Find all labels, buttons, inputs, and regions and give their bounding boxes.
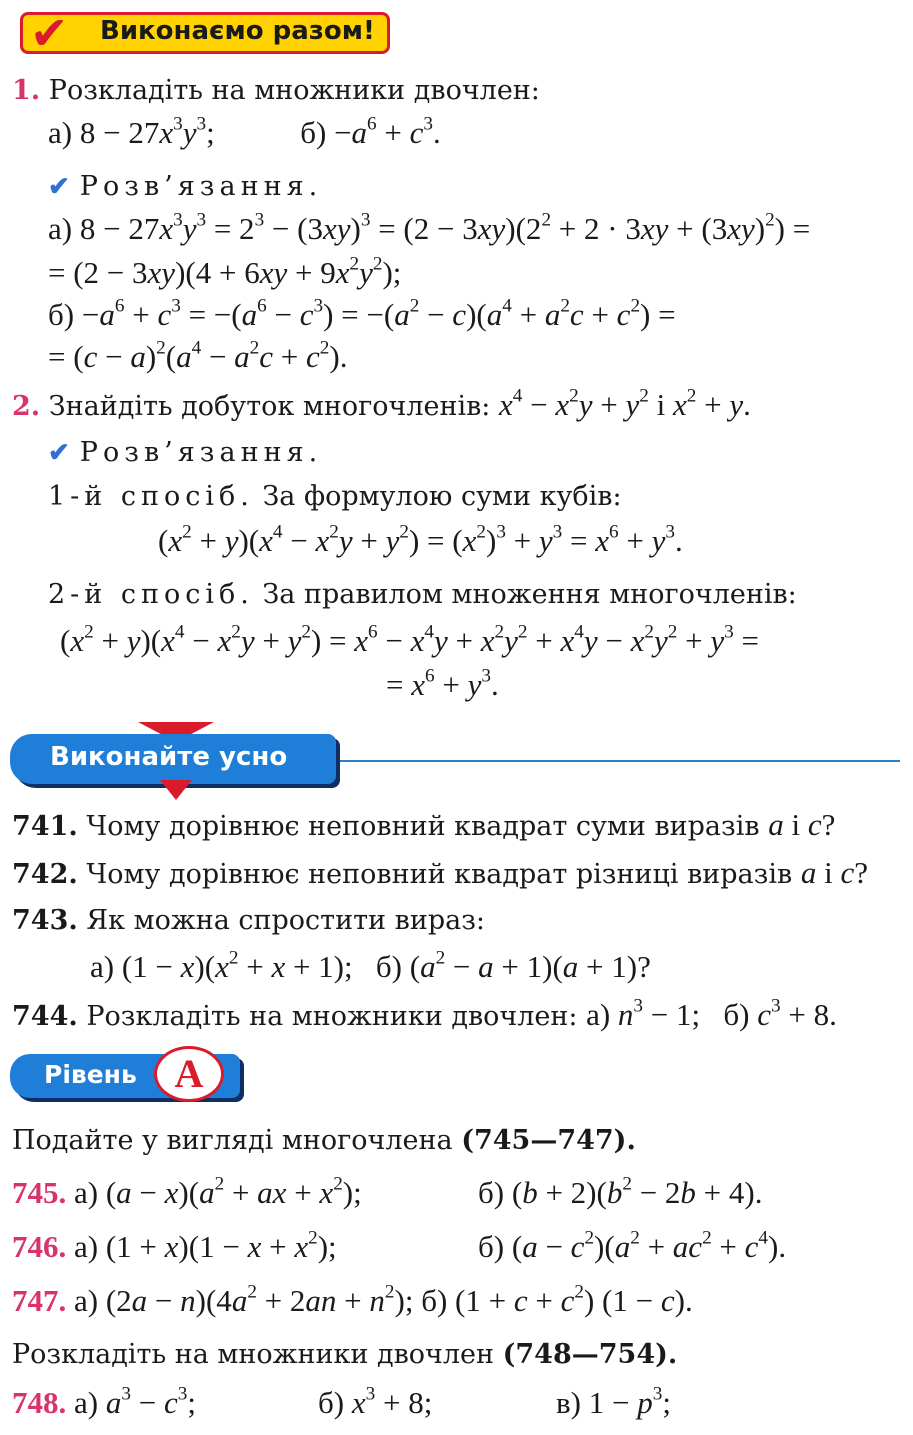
problem-number: 742.: [12, 859, 78, 890]
problem-number: 748.: [12, 1385, 67, 1420]
item-label: а): [48, 211, 73, 246]
problem-746-b: б) $(a - c^2)(a^2 + ac^2 + c^4)$.: [478, 1227, 787, 1264]
problem-number: 743.: [12, 905, 78, 936]
item-label: б): [478, 1229, 505, 1264]
problem-745: 745. а) $(a - x)(a^2$ + ax + $x^2$);: [12, 1173, 362, 1210]
exercise-1-items: а) $8 - 27x^3y^3$; $б) -a^6 + c^3$.: [48, 113, 441, 150]
solution-label: Розв’язання.: [79, 437, 323, 468]
problem-748-v: в) $1 - p^3$;: [556, 1383, 671, 1420]
exercise-number: 2.: [12, 391, 41, 422]
intro-range: (745—747).: [461, 1125, 636, 1156]
exercise-text: Розкладіть на множники двочлен:: [48, 75, 540, 106]
problem-number: 745.: [12, 1175, 67, 1210]
solution-label: Розв’язання.: [79, 171, 323, 202]
problem-number: 746.: [12, 1229, 67, 1264]
way-1-formula: $(x^2 + y)(x^4 - x^2y + y^2) = (x^2)^3 + y^3 = x^6 + y^3$.: [158, 521, 683, 558]
conjunction: і: [656, 387, 666, 422]
problem-741: 741. Чому дорівнює неповний квадрат суми виразів a і c?: [12, 807, 836, 842]
conjunction: і: [824, 855, 833, 890]
way-text: За формулою суми кубів:: [262, 481, 622, 512]
item-label: в): [556, 1385, 581, 1420]
item-label: б): [723, 997, 750, 1032]
problem-number: 744.: [12, 1001, 78, 1032]
section-header-oral: [10, 722, 900, 802]
problem-743-items: а) $(1 - x)(x^2 + x + 1)$; б) $(a^2 - a + 1)(a + 1)$?: [90, 947, 651, 984]
way-2-formula-line2: = $x^6 + y^3$.: [386, 665, 499, 702]
item-label: б): [48, 297, 75, 332]
problem-746: 746. а) $(1 + x)(1 - x + x^2)$;: [12, 1227, 337, 1264]
problem-number: 747.: [12, 1283, 67, 1318]
level-badge: [154, 1046, 224, 1102]
problem-748: 748. а) $a^3 - c^3$;: [12, 1383, 196, 1420]
problem-744: 744. Розкладіть на множники двочлен: а) $n^3 - 1$; б) $c^3 + 8$.: [12, 995, 837, 1032]
exercise-2: 2. Знайдіть добуток многочленів: $x^4 - x^2y + y^2$ і $x^2 + y$.: [12, 385, 751, 422]
problem-text: Як можна спростити вираз:: [86, 905, 486, 936]
item-label: а): [74, 1229, 99, 1264]
way-text: За правилом множення многочленів:: [262, 579, 797, 610]
way-label: 1-й спосіб.: [48, 481, 254, 512]
problem-748-b: б) $x^3 + 8$;: [318, 1383, 433, 1420]
problem-text: Розкладіть на множники двочлен:: [86, 1001, 578, 1032]
problem-743: [12, 904, 485, 938]
item-label: б): [318, 1385, 345, 1420]
divider: [340, 760, 900, 762]
item-label: б): [375, 949, 402, 984]
item-label: а): [586, 997, 611, 1032]
problem-text: Чому дорівнює неповний квадрат суми виразів: [86, 811, 760, 842]
solution-1b-line2: = $(c - a)^2(a^4 - a^2c + c^2)$.: [48, 337, 348, 374]
intro-text: Розкладіть на множники двочлен: [12, 1339, 495, 1370]
problem-742: 742. Чому дорівнює неповний квадрат різниці виразів a і c?: [12, 855, 868, 890]
item-label: а): [74, 1175, 99, 1210]
intro-range: (748—754).: [502, 1339, 678, 1370]
conjunction: і: [791, 807, 801, 842]
item-label-b: б): [300, 115, 327, 150]
way-label: 2-й спосіб.: [48, 579, 254, 610]
exercise-text: Знайдіть добуток многочленів:: [48, 391, 491, 422]
header-label: Рівень: [44, 1060, 137, 1089]
item-label: а): [74, 1283, 99, 1318]
solution-heading-2: [48, 436, 322, 470]
exercise-1: [12, 74, 540, 108]
problem-745-b: б) $(b + 2)(b^2 - 2b + 4)$.: [478, 1173, 763, 1210]
solution-1a-line2: = $(2 - 3xy)(4 + 6xy + 9x^2y^2)$;: [48, 253, 402, 290]
section-header-level: [10, 1046, 250, 1102]
check-icon: ✔: [48, 172, 70, 202]
problem-747: 747. а) $(2a - n)(4a^2 + 2an + n^2)$; б) $(1 + c + c^2)$ (1 − c).: [12, 1281, 693, 1318]
way-2-formula-line1: $(x^2 + y)(x^4 - x^2y + y^2) = x^6 - x^4y + x^2y^2 + x^4y - x^2y^2 + y^3$ =: [60, 621, 759, 658]
decor-triangle-icon: [160, 780, 192, 800]
exercise-number: 1.: [12, 75, 41, 106]
level-a-intro-2: [12, 1338, 677, 1372]
solution-heading-1: [48, 170, 322, 204]
item-label: б): [478, 1175, 505, 1210]
checkmark-icon: ✔: [30, 6, 69, 60]
section-header-together: [12, 8, 394, 58]
intro-text: Подайте у вигляді многочлена: [12, 1125, 453, 1156]
problem-text: Чому дорівнює неповний квадрат різниці виразів: [86, 859, 793, 890]
way-2-heading: [48, 578, 797, 612]
way-1-heading: [48, 480, 622, 514]
item-label: а): [90, 949, 115, 984]
solution-1b-line1: $б) -a^6 + c^3 = -(a^6 - c^3) = -(a^2 - c)(a^4 + a^2c + c^2)$ =: [48, 295, 676, 332]
problem-number: 741.: [12, 811, 78, 842]
level-letter: A: [174, 1051, 204, 1096]
item-label: а): [74, 1385, 99, 1420]
item-label: б): [421, 1283, 448, 1318]
check-icon: ✔: [48, 438, 70, 468]
level-a-intro-1: [12, 1124, 636, 1158]
header-label: Виконаємо разом!: [100, 16, 375, 46]
solution-1a-line1: а) $8 - 27x^3y^3 = 2^3 - (3xy)^3 = (2 - 3xy)(2^2 + 2 \cdot 3xy + (3xy)^2)$ =: [48, 209, 811, 246]
header-label: Виконайте усно: [50, 742, 288, 772]
item-label-a: а): [48, 115, 73, 150]
